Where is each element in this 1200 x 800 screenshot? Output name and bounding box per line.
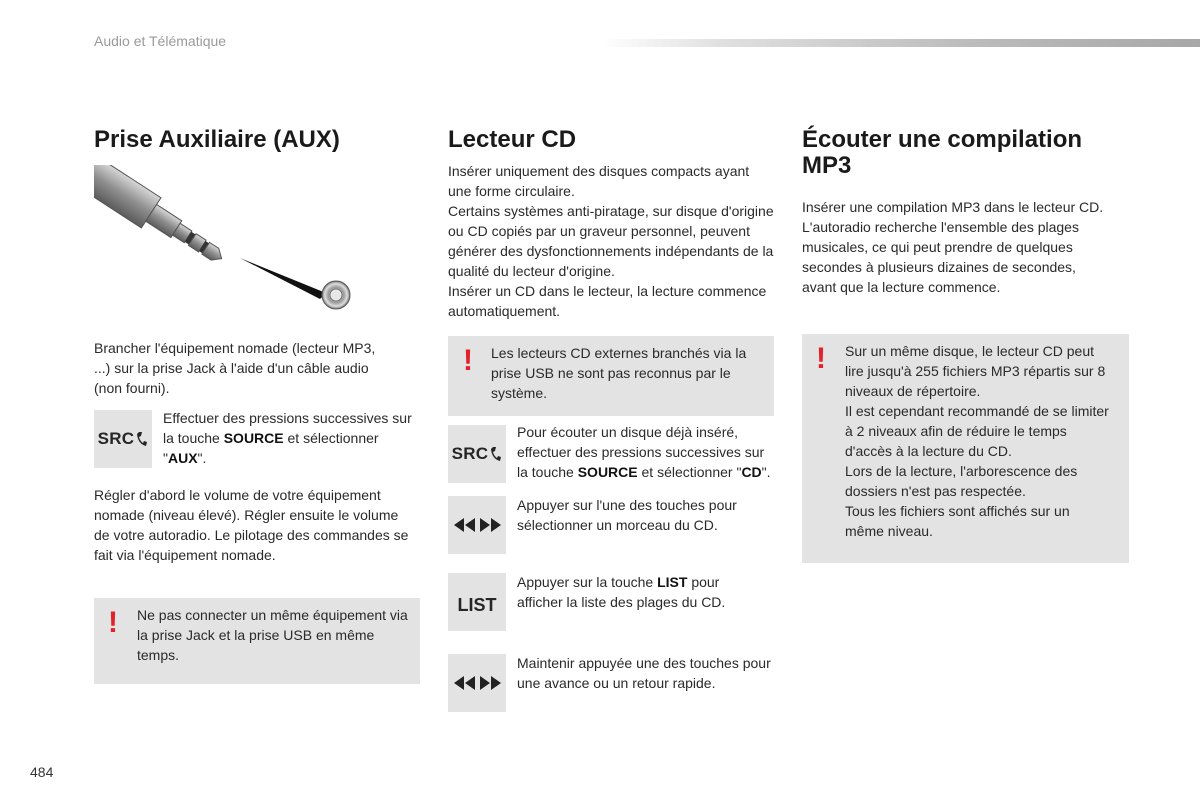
exclamation-warning-icon: !	[108, 606, 118, 639]
cd-source-row	[448, 422, 774, 483]
cd-source-bold-2: CD	[741, 464, 762, 480]
phone-icon	[136, 431, 148, 447]
aux-source-bold-1: SOURCE	[223, 430, 284, 446]
header-gradient-bar	[600, 39, 1200, 47]
aux-intro: Brancher l'équipement nomade (lecteur MP3, ...) sur la prise Jack à l'aide d'un câble audio (non fourni).	[94, 340, 376, 396]
mp3-title: Écouter une compilation MP3	[802, 126, 1083, 179]
aux-warning-box	[94, 598, 420, 684]
cd-track-row	[448, 495, 774, 554]
skip-arrows-icon	[448, 496, 506, 554]
list-key-icon	[448, 573, 506, 631]
cd-source-text-3: ".	[761, 464, 771, 480]
aux-source-bold-2: AUX	[167, 450, 198, 466]
aux-source-text	[163, 408, 418, 468]
aux-section	[94, 127, 420, 684]
cd-warning-box	[448, 336, 774, 416]
cd-track-text: Appuyer sur l'une des touches pour sélectionner un morceau du CD.	[517, 497, 737, 533]
cd-source-bold-1: SOURCE	[577, 464, 638, 480]
aux-warning-text: Ne pas connecter un même équipement via la prise Jack et la prise USB en même temps.	[137, 607, 408, 663]
exclamation-warning-icon: !	[816, 342, 826, 375]
list-key-label: LIST	[457, 594, 497, 615]
audio-jack-icon	[94, 165, 364, 315]
source-key-icon	[94, 410, 152, 468]
cd-list-text-1: Appuyer sur la touche	[517, 574, 658, 590]
aux-title: Prise Auxiliaire (AUX)	[94, 126, 340, 153]
cd-source-text	[517, 422, 772, 482]
cd-list-row	[448, 572, 774, 631]
aux-source-text-2: et sélectionner "	[163, 430, 379, 466]
mp3-warning-box	[802, 334, 1129, 563]
page-number: 484	[30, 764, 54, 780]
cd-list-bold: LIST	[657, 574, 688, 590]
header-title: Audio et Télématique	[94, 33, 227, 49]
source-key-label: SRC	[451, 444, 489, 463]
mp3-section	[802, 127, 1129, 563]
exclamation-warning-icon: !	[463, 344, 473, 377]
cd-fast-text: Maintenir appuyée une des touches pour une avance ou un retour rapide.	[517, 655, 771, 691]
aux-source-text-3: ".	[197, 450, 207, 466]
cd-list-text-2: pour afficher la liste des plages du CD.	[517, 574, 726, 610]
cd-section	[448, 127, 774, 712]
source-key-icon	[448, 425, 506, 483]
cd-source-text-1: Pour écouter un disque déjà inséré, effectuer des pressions successives sur la touche	[517, 424, 765, 480]
cd-list-text	[517, 572, 767, 612]
phone-icon	[490, 446, 502, 462]
aux-source-row	[94, 408, 420, 468]
skip-arrows-icon	[448, 654, 506, 712]
mp3-warning-text: Sur un même disque, le lecteur CD peut lire jusqu'à 255 fichiers MP3 répartis sur 8 niveaux de répertoire. Il est cependant recommandé de se limiter à 2 niveaux afin de réduire le temps d'accès à la lecture du CD. Lors de la lecture, l'arborescence des dossiers n'est pas respectée. Tous les fichiers sont affichés sur un même niveau.	[845, 343, 1109, 539]
aux-source-text-1: Effectuer des pressions successives sur la touche	[163, 410, 412, 446]
cd-title: Lecteur CD	[448, 126, 577, 153]
source-key-label: SRC	[97, 429, 135, 448]
aux-volume-text: Régler d'abord le volume de votre équipement nomade (niveau élevé). Régler ensuite le volume de votre autoradio. Le pilotage des commandes se fait via l'équipement nomade.	[94, 487, 409, 563]
cd-warning-text: Les lecteurs CD externes branchés via la prise USB ne sont pas reconnus par le système.	[491, 345, 747, 401]
cd-source-text-2: et sélectionner "	[637, 464, 742, 480]
cd-fast-row	[448, 653, 774, 712]
cd-body: Insérer uniquement des disques compacts ayant une forme circulaire. Certains systèmes anti-piratage, sur disque d'origine ou CD copiés par un graveur personnel, peuvent générer des dysfonctionnements indépendants de la qualité du lecteur d'origine. Insérer un CD dans le lecteur, la lecture commence automatiquement.	[448, 163, 774, 319]
mp3-body: Insérer une compilation MP3 dans le lecteur CD. L'autoradio recherche l'ensemble des plages musicales, ce qui peut prendre de quelques secondes à plusieurs dizaines de secondes, avant que la lecture commence.	[802, 199, 1104, 295]
